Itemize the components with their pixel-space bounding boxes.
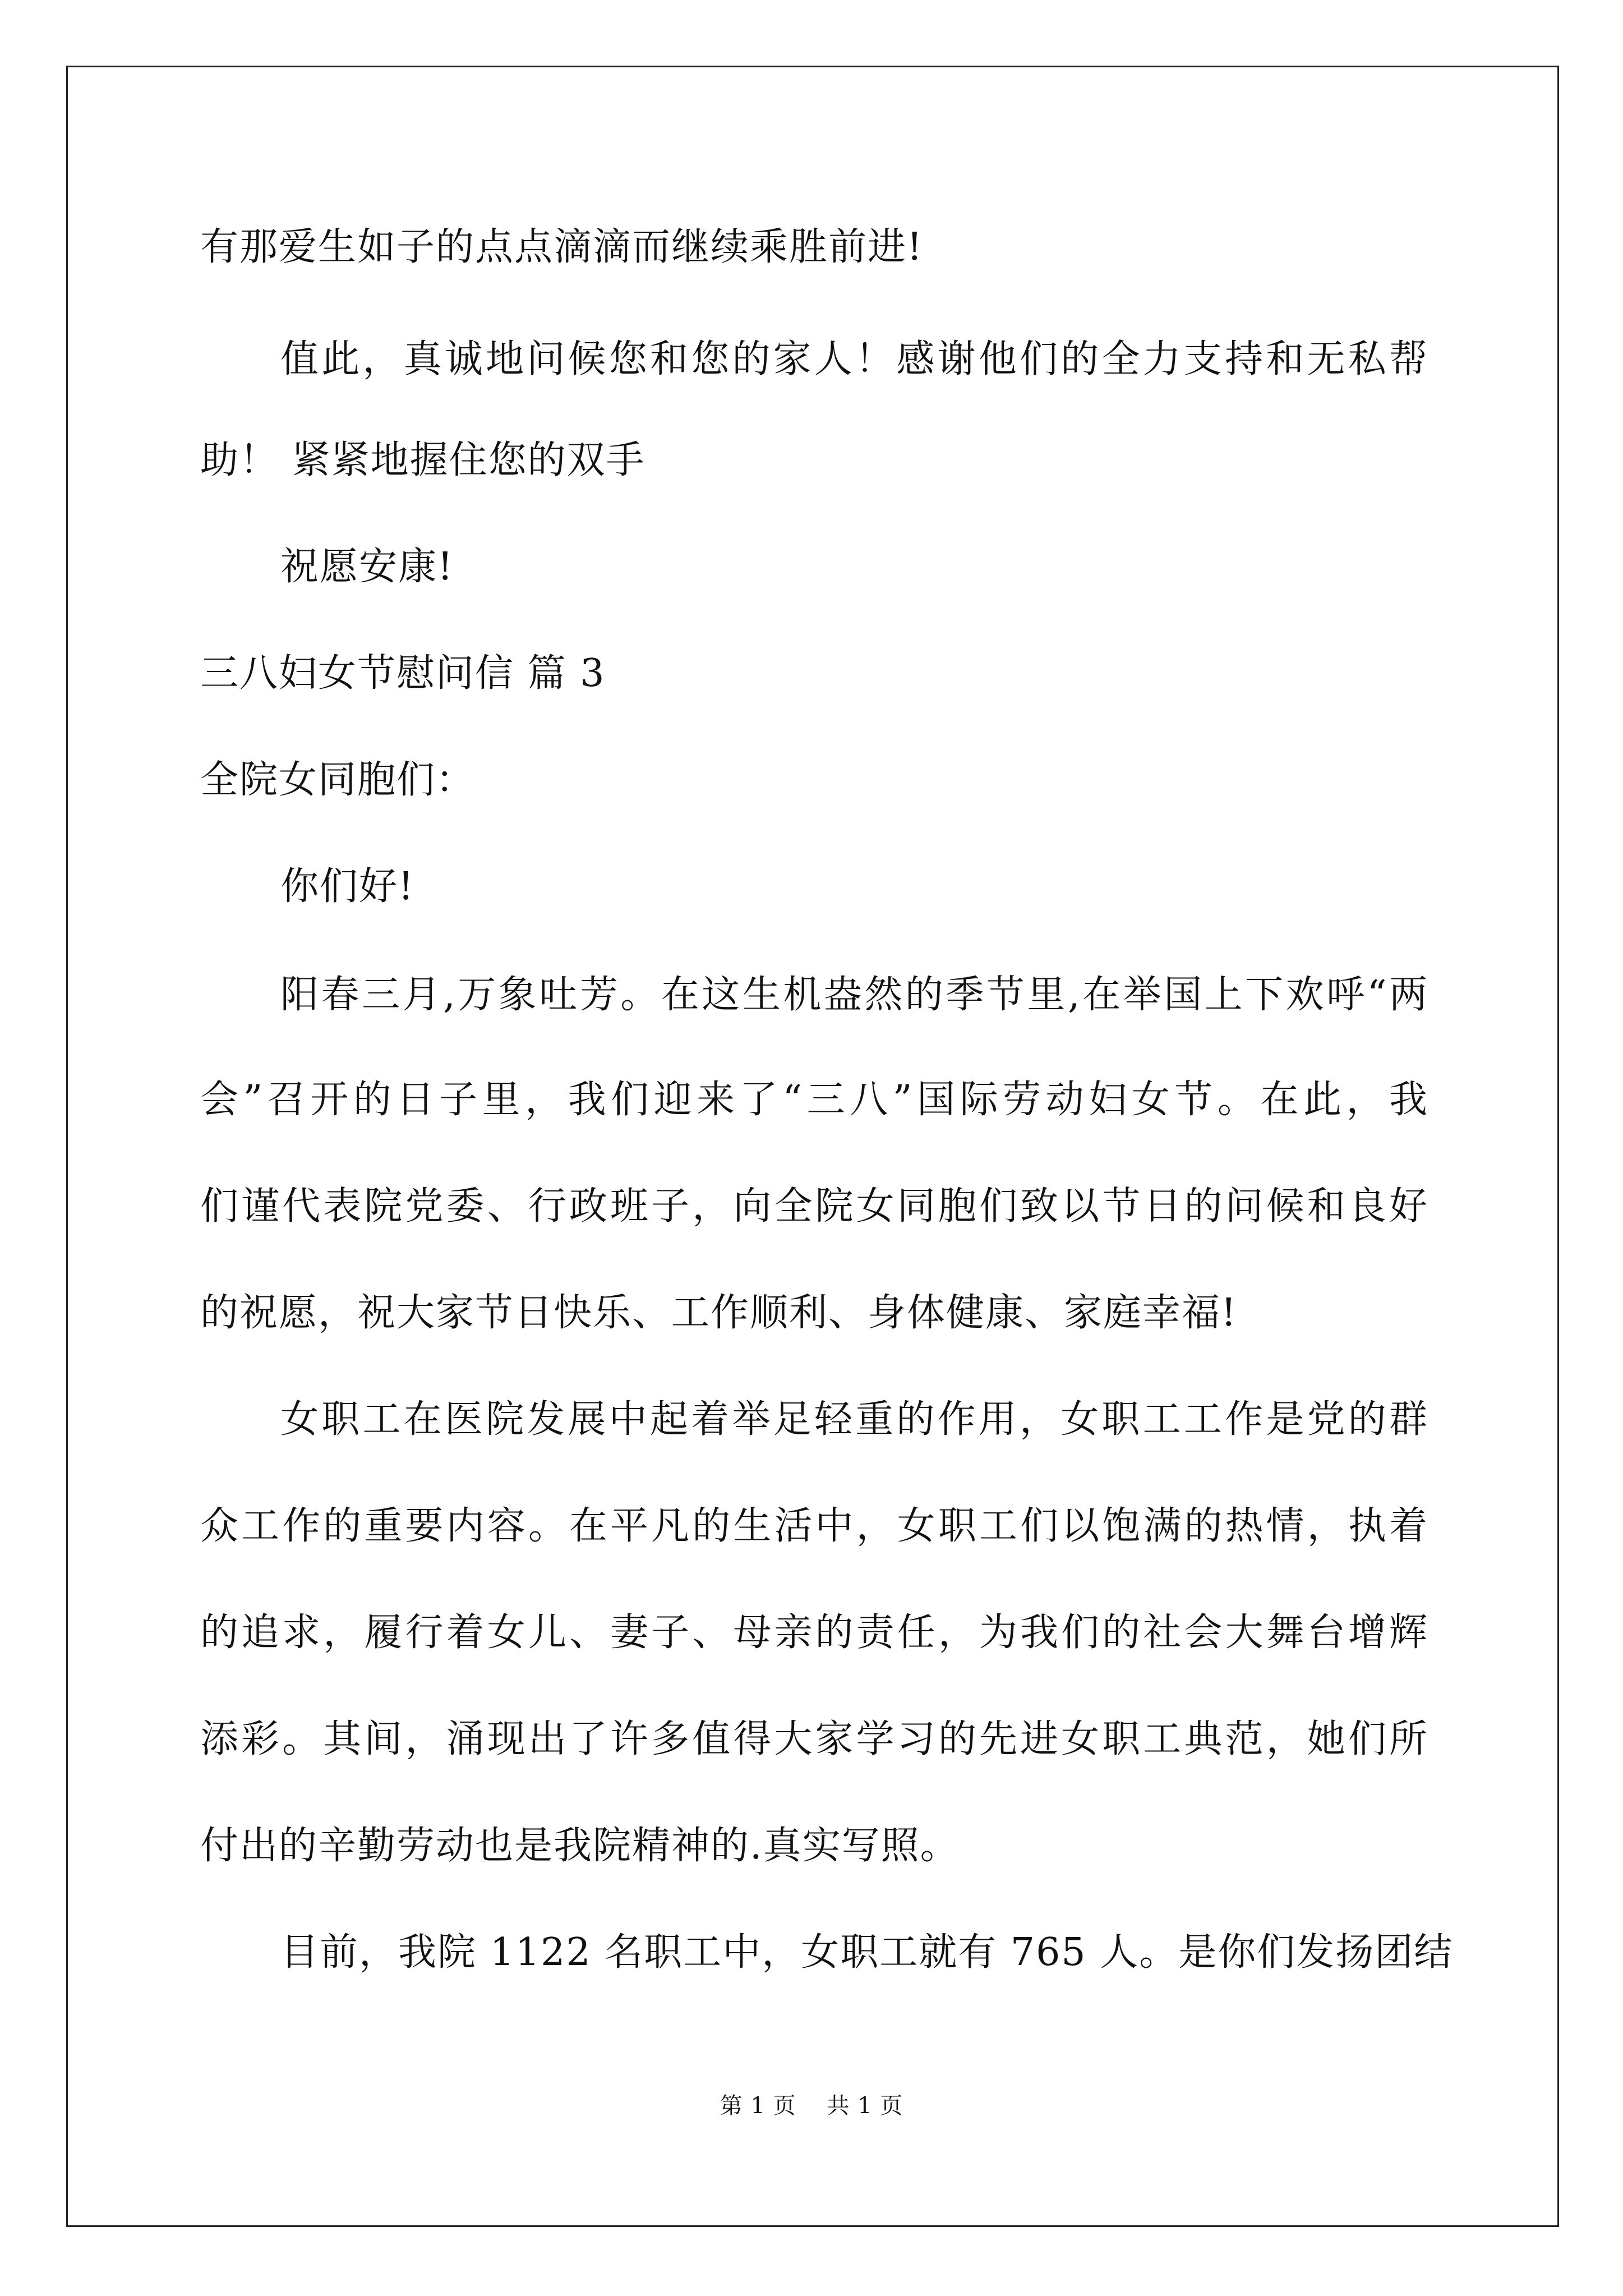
page-footer: 第 1 页 共 1 页 bbox=[720, 2093, 903, 2119]
text-line-15: 添彩。其间，涌现出了许多值得大家学习的先进女职工典范，她们所 bbox=[200, 1717, 1428, 1761]
text-line-16: 付出的辛勤劳动也是我院精神的.真实写照。 bbox=[200, 1824, 960, 1868]
text-line-2: 值此，真诚地问候您和您的家人！感谢他们的全力支持和无私帮 bbox=[280, 337, 1428, 381]
text-line-17: 目前，我院 1122 名职工中，女职工就有 765 人。是你们发扬团结 bbox=[280, 1930, 1454, 1975]
text-line-3: 助！ 紧紧地握住您的双手 bbox=[200, 438, 645, 482]
text-line-13: 众工作的重要内容。在平凡的生活中，女职工们以饱满的热情，执着 bbox=[200, 1504, 1428, 1548]
text-line-8: 阳春三月,万象吐芳。在这生机盎然的季节里,在举国上下欢呼“两 bbox=[280, 973, 1428, 1017]
text-line-9: 会”召开的日子里，我们迎来了“三八”国际劳动妇女节。在此，我 bbox=[200, 1078, 1428, 1122]
page-border bbox=[66, 66, 1559, 2227]
section-heading: 三八妇女节慰问信 篇 3 bbox=[200, 651, 606, 696]
greeting: 你们好! bbox=[280, 864, 415, 909]
text-line-11: 的祝愿，祝大家节日快乐、工作顺利、身体健康、家庭幸福! bbox=[200, 1291, 1238, 1335]
salutation: 全院女同胞们： bbox=[200, 758, 476, 802]
text-line-1: 有那爱生如子的点点滴滴而继续乘胜前进! bbox=[200, 225, 924, 269]
text-line-14: 的追求，履行着女儿、妻子、母亲的责任，为我们的社会大舞台增辉 bbox=[200, 1611, 1428, 1655]
text-line-4: 祝愿安康! bbox=[280, 545, 454, 589]
text-line-12: 女职工在医院发展中起着举足轻重的作用，女职工工作是党的群 bbox=[280, 1397, 1428, 1442]
text-line-10: 们谨代表院党委、行政班子，向全院女同胞们致以节日的问候和良好 bbox=[200, 1184, 1428, 1228]
